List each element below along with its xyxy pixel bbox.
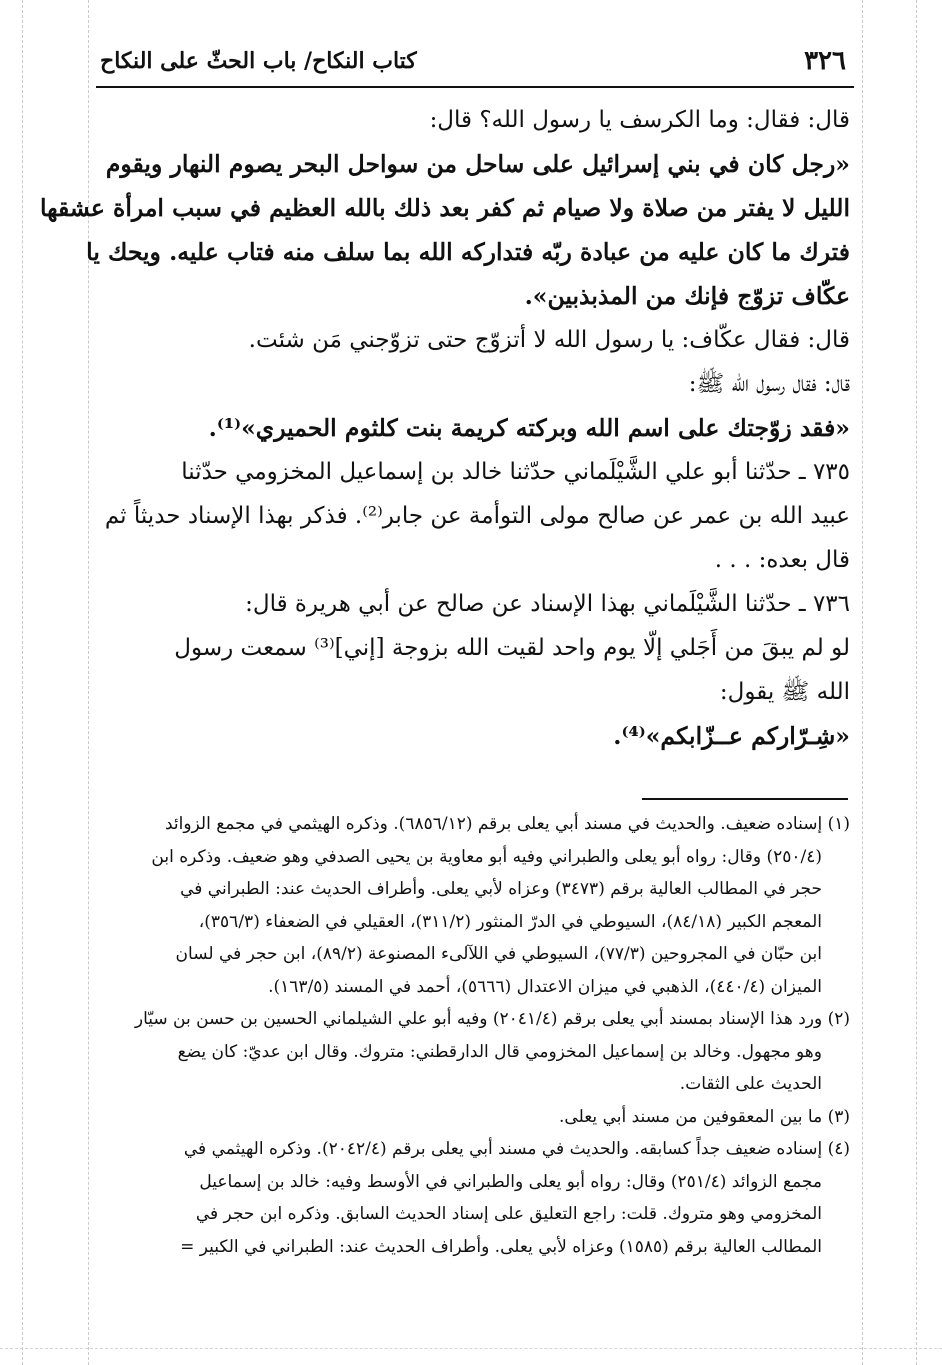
hadith-line: «رجل كان في بني إسرائيل على ساحل من سواحل البحر يصوم النهار ويقوم bbox=[105, 150, 850, 178]
hadith-line: «فقد زوّجتك على اسم الله وبركته كريمة بنت كلثوم الحميري»⁽¹⁾. bbox=[208, 414, 850, 442]
running-title: كتاب النكاح/ باب الحثّ على النكاح bbox=[100, 48, 417, 74]
footnote-line: وهو مجهول. وخالد بن إسماعيل المخزومي قال الدارقطني: متروك. وقال ابن عديّ: كان يضع bbox=[177, 1041, 822, 1062]
page-number: ٣٢٦ bbox=[804, 46, 846, 76]
footnote-3 bbox=[90, 1101, 850, 1134]
hadith-line: عكّاف تزوّج فإنك من المذبذبين». bbox=[524, 282, 850, 310]
footnote-line: المعجم الكبير (٨٤/١٨)، السيوطي في الدرّ المنثور (٣١١/٢)، العقيلي في الضعفاء (٣٥٦/٣)، bbox=[198, 911, 822, 932]
footnote-1 bbox=[90, 808, 850, 1003]
scan-guide-line bbox=[0, 1348, 942, 1349]
footnote-line: (١) إسناده ضعيف. والحديث في مسند أبي يعلى برقم (٦٨٥٦/١٢). وذكره الهيثمي في مجمع الزوائد bbox=[164, 814, 850, 834]
main-text bbox=[39, 98, 850, 758]
narration-line: لو لم يبقَ من أَجَلي إلّا يوم واحد لقيت الله بزوجة [إني]⁽³⁾ سمعت رسول bbox=[174, 635, 850, 661]
narration-line: الله ﷺ يقول: bbox=[719, 679, 850, 705]
footnote-line: الميزان (٤٤٠/٤)، الذهبي في ميزان الاعتدال (٥٦٦٦)، أحمد في المسند (١٦٣/٥). bbox=[268, 976, 822, 997]
page-header bbox=[96, 44, 854, 88]
footnote-line: (٣) ما بين المعقوفين من مسند أبي يعلى. bbox=[559, 1106, 850, 1127]
footnote-line: حجر في المطالب العالية برقم (٣٤٧٣) وعزاه لأبي يعلى. وأطراف الحديث عند: الطبراني في bbox=[180, 879, 822, 899]
hadith-line: الليل لا يفتر من صلاة ولا صيام ثم كفر بعد ذلك بالله العظيم في سبب امرأة عشقها bbox=[39, 194, 850, 222]
narration-line: عبيد الله بن عمر عن صالح مولى التوأمة عن جابر⁽²⁾. فذكر بهذا الإسناد حديثاً ثم bbox=[104, 503, 850, 529]
footnote-line: مجمع الزوائد (٢٥١/٤) وقال: رواه أبو يعلى والطبراني في الأوسط وفيه: خالد بن إسماعيل bbox=[199, 1171, 822, 1192]
narration-line: ٧٣٥ ـ حدّثنا أبو علي الشَّيْلَماني حدّثنا خالد بن إسماعيل المخزومي حدّثنا bbox=[181, 459, 850, 485]
narration-line: ٧٣٦ ـ حدّثنا الشَّيْلَماني بهذا الإسناد عن صالح عن أبي هريرة قال: bbox=[245, 591, 850, 617]
footnote-separator bbox=[642, 798, 848, 800]
footnote-4 bbox=[90, 1133, 850, 1263]
footnote-2 bbox=[90, 1003, 850, 1101]
scan-guide-line bbox=[22, 0, 23, 1365]
footnote-line: (٢٥٠/٤) وقال: رواه أبو يعلى والطبراني وفيه أبو معاوية بن يحيى الصدفي وهو ضعيف. وذكره ابن bbox=[151, 846, 822, 867]
hadith-line: فترك ما كان عليه من عبادة ربّه فتداركه الله بما سلف منه فتاب عليه. ويحك يا bbox=[86, 238, 850, 266]
footnote-line: ابن حبّان في المجروحين (٧٧/٣)، السيوطي في اللآلىء المصنوعة (٨٩/٢)، ابن حجر في لسان bbox=[175, 944, 822, 964]
footnote-line: الحديث على الثقات. bbox=[679, 1074, 822, 1094]
footnote-line: (٢) ورد هذا الإسناد بمسند أبي يعلى برقم (٢٠٤١/٤) وفيه أبو علي الشيلماني الحسين بن حسن بن سيّار bbox=[134, 1009, 850, 1029]
narration-line: قال بعده: . . . bbox=[714, 547, 850, 573]
text-line: قال: فقال: وما الكرسف يا رسول الله؟ قال: bbox=[429, 107, 850, 133]
footnote-line: المخزومي وهو متروك. قلت: راجع التعليق على إسناد الحديث السابق. وذكره ابن حجر في bbox=[195, 1204, 822, 1224]
scan-guide-line bbox=[862, 0, 863, 1365]
footnote-line: المطالب العالية برقم (١٥٨٥) وعزاه لأبي يعلى. وأطراف الحديث عند: الطبراني في الكبير = bbox=[180, 1236, 822, 1257]
text-line: قال: فقال عكّاف: يا رسول الله لا أتزوّج حتى تزوّجني مَن شئت. bbox=[248, 327, 850, 353]
hadith-line: «شِـرّاركم عــزّابكم»⁽⁴⁾. bbox=[613, 722, 850, 750]
footnote-line: (٤) إسناده ضعيف جداً كسابقه. والحديث في مسند أبي يعلى برقم (٢٠٤٢/٤). وذكره الهيثمي في bbox=[183, 1139, 850, 1159]
text-line: قال: فقال رسول الله ﷺ: bbox=[688, 371, 850, 397]
scan-guide-line bbox=[916, 0, 917, 1365]
footnotes bbox=[90, 808, 850, 1263]
